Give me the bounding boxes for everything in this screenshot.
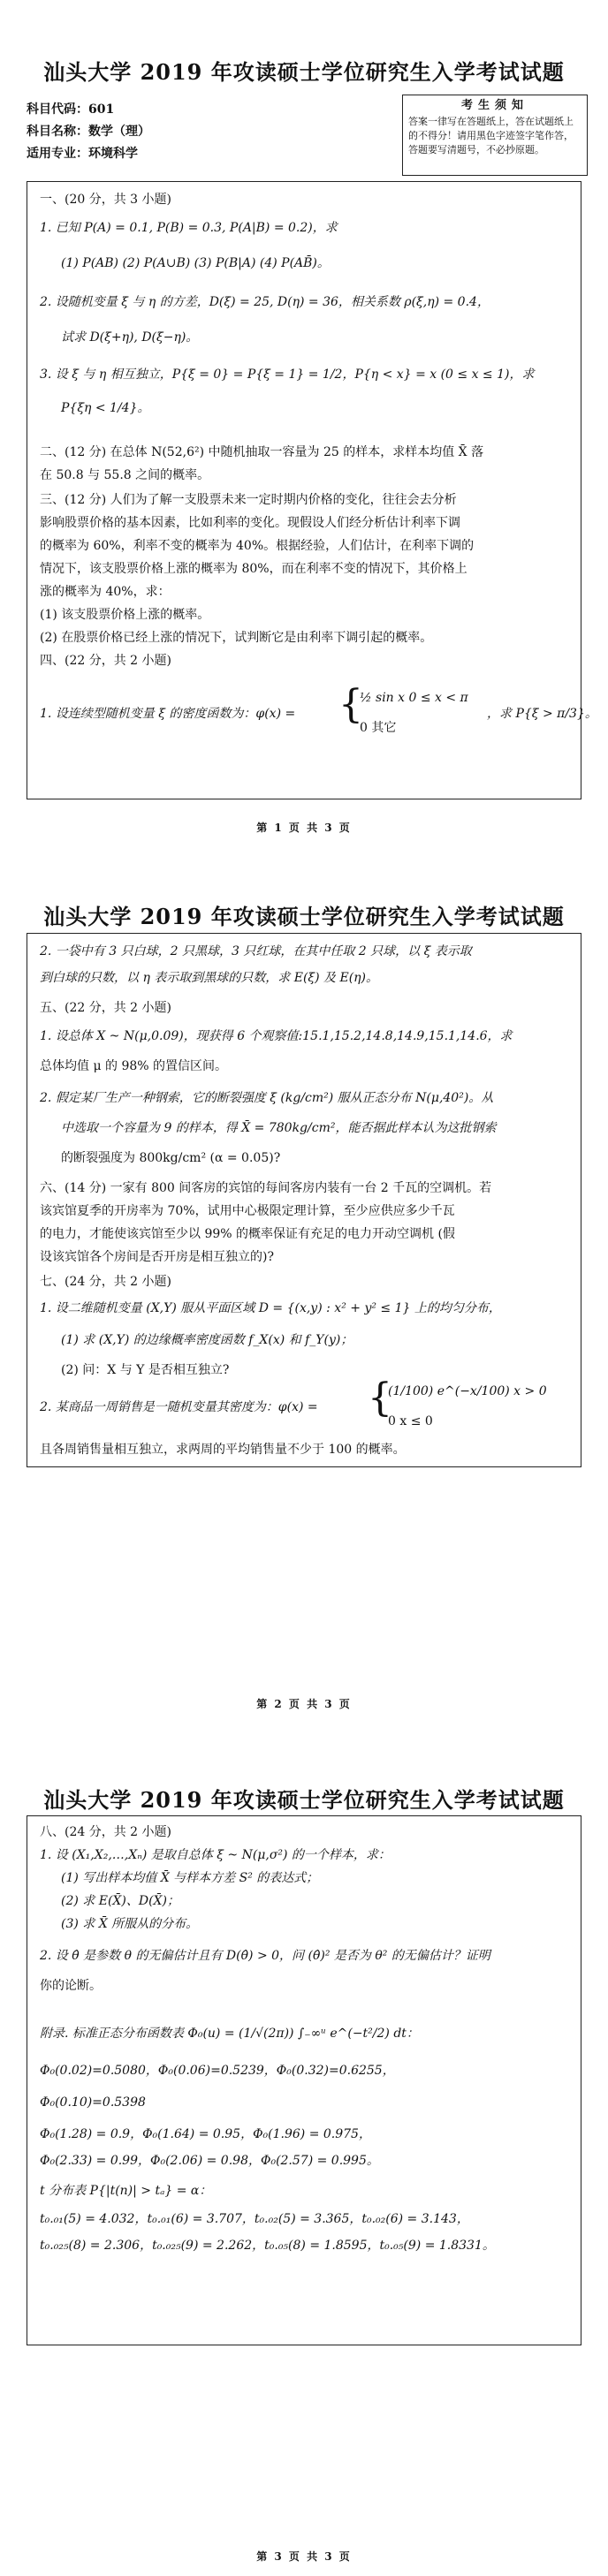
- exam-page-3: [0, 1731, 608, 2576]
- pdf-case-2: 0 其它: [360, 721, 397, 735]
- page-footer: 第 3 页 共 3 页: [256, 2550, 352, 2563]
- page-title: 汕头大学 2019 年攻读硕士学位研究生入学考试试题: [43, 59, 565, 85]
- section-4-heading: 四、(22 分，共 2 小题): [40, 654, 171, 668]
- q1-2-cont: 试求 D(ξ+η), D(ξ−η)。: [61, 330, 199, 345]
- q8-2-cont: 你的论断。: [40, 1979, 102, 1993]
- applicable-major: 适用专业：环境科学: [27, 147, 138, 161]
- section-6: 六、(14 分) 一家有 800 间客房的宾馆的每间客房内装有一台 2 千瓦的空调机。若: [40, 1181, 492, 1195]
- exam-page-2: [0, 848, 608, 1731]
- exam-meta: [27, 99, 150, 165]
- appendix-normal-table: 附录. 标准正态分布函数表 Φ₀(u) = (1/√(2π)) ∫₋∞ᵘ e^(−t²/2) dt：: [40, 2027, 419, 2041]
- t-values-1: t₀.₀₁(5) = 4.032，t₀.₀₁(6) = 3.707，t₀.₀₂(5) = 3.365，t₀.₀₂(6) = 3.143，: [40, 2212, 469, 2226]
- q8-1-part-1: (1) 写出样本均值 X̄ 与样本方差 S² 的表达式；: [61, 1871, 319, 1885]
- normal-values-4: Φ₀(2.33) = 0.99，Φ₀(2.06) = 0.98，Φ₀(2.57) = 0.995。: [40, 2154, 379, 2168]
- section-7-heading: 七、(24 分，共 2 小题): [40, 1275, 171, 1289]
- section-3: 三、(12 分) 人们为了解一支股票未来一定时期内价格的变化，往往会去分析: [40, 493, 457, 507]
- subject-name: 科目名称：数学（理）: [27, 125, 150, 139]
- page-title: 汕头大学 2019 年攻读硕士学位研究生入学考试试题: [43, 904, 565, 929]
- q1-3-cont: P{ξη < 1/4}。: [61, 401, 150, 415]
- q5-1-cont: 总体均值 μ 的 98% 的置信区间。: [40, 1059, 228, 1073]
- page-title: 汕头大学 2019 年攻读硕士学位研究生入学考试试题: [43, 1787, 565, 1813]
- q4-1-ask: ，求 P{ξ > π/3}。: [487, 707, 597, 721]
- section-3-l5: 涨的概率为 40%，求：: [40, 585, 171, 599]
- q1-1-parts: (1) P(AB) (2) P(A∪B) (3) P(B|A) (4) P(AB̄)。: [61, 256, 330, 270]
- q8-1-part-2: (2) 求 E(X̄)、D(X̄)；: [61, 1894, 179, 1908]
- question-box: [27, 181, 597, 799]
- piecewise-brace: {: [368, 1375, 392, 1421]
- q5-2: 2. 假定某厂生产一种钢索，它的断裂强度 ξ (kg/cm²) 服从正态分布 N(μ,40²)。从: [40, 1091, 494, 1105]
- notice-title: 考生须知: [460, 99, 528, 112]
- section-3-part-1: (1) 该支股票价格上涨的概率。: [40, 608, 210, 622]
- candidate-notice: [402, 95, 588, 176]
- t-table-title: t 分布表 P{|t(n)| > tₐ} = α：: [40, 2184, 212, 2198]
- section-6-l2: 该宾馆夏季的开房率为 70%，试用中心极限定理计算，至少应供应多少千瓦: [40, 1204, 455, 1218]
- section-6-l4: 设该宾馆各个房间是否开房是相互独立的)?: [40, 1250, 274, 1264]
- section-2: 二、(12 分) 在总体 N(52,6²) 中随机抽取一容量为 25 的样本，求样本均值 X̄ 落: [40, 445, 484, 459]
- q7-2: 2. 某商品一周销售是一随机变量其密度为：φ(x) =: [40, 1400, 318, 1414]
- q5-1: 1. 设总体 X ~ N(μ,0.09)，现获得 6 个观察值:15.1,15.2,14.8,14.9,15.1,14.6，求: [40, 1029, 513, 1043]
- section-8-heading: 八、(24 分，共 2 小题): [40, 1825, 171, 1839]
- section-1-heading: 一、(20 分，共 3 小题): [40, 193, 171, 207]
- section-3-l4: 情况下，该支股票价格上涨的概率为 80%，而在利率不变的情况下，其价格上: [40, 562, 467, 576]
- subject-code: 科目代码：601: [27, 102, 115, 117]
- piecewise-brace: {: [338, 682, 363, 727]
- exam-page-1: [0, 0, 608, 848]
- q4-2: 2. 一袋中有 3 只白球，2 只黑球，3 只红球，在其中任取 2 只球，以 ξ 表示取: [40, 944, 472, 958]
- section-6-l3: 的电力，才能使该宾馆至少以 99% 的概率保证有充足的电力开动空调机 (假: [40, 1227, 455, 1241]
- q8-2: 2. 设 θ̂ 是参数 θ 的无偏估计且有 D(θ̂) > 0，问 (θ̂)² 是否为 θ² 的无偏估计？证明: [40, 1949, 490, 1963]
- q8-1: 1. 设 (X₁,X₂,…,Xₙ) 是取自总体 ξ ~ N(μ,σ²) 的一个样本，求：: [40, 1848, 391, 1862]
- section-3-l3: 的概率为 60%，利率不变的概率为 40%。根据经验，人们估计，在利率下调的: [40, 539, 475, 553]
- pdf-case-1: (1/100) e^(−x/100) x > 0: [388, 1384, 547, 1398]
- q1-2: 2. 设随机变量 ξ 与 η 的方差，D(ξ) = 25, D(η) = 36，相关系数 ρ(ξ,η) = 0.4，: [40, 295, 490, 309]
- q7-1-part-2: (2) 问：X 与 Y 是否相互独立?: [61, 1363, 230, 1377]
- section-5-heading: 五、(22 分，共 2 小题): [40, 1001, 171, 1015]
- q7-1-part-1: (1) 求 (X,Y) 的边缘概率密度函数 f_X(x) 和 f_Y(y)；: [61, 1333, 353, 1347]
- section-3-part-2: (2) 在股票价格已经上涨的情况下，试判断它是由利率下调引起的概率。: [40, 631, 433, 645]
- section-3-l2: 影响股票价格的基本因素，比如利率的变化。现假设人们经分析估计利率下调: [40, 516, 460, 530]
- q5-2-l2: 中选取一个容量为 9 的样本，得 X̄ = 780kg/cm²，能否据此样本认为这批钢索: [61, 1121, 497, 1135]
- page-footer: 第 1 页 共 3 页: [256, 822, 352, 834]
- normal-values-3: Φ₀(1.28) = 0.9，Φ₀(1.64) = 0.95，Φ₀(1.96) = 0.975，: [40, 2127, 371, 2141]
- q7-2-cont: 且各周销售量相互独立，求两周的平均销售量不少于 100 的概率。: [40, 1443, 406, 1457]
- question-box: [27, 933, 581, 1467]
- normal-values-2: Φ₀(0.10)=0.5398: [40, 2095, 146, 2110]
- question-box: [27, 1815, 581, 2345]
- q8-1-part-3: (3) 求 X̄ 所服从的分布。: [61, 1917, 199, 1931]
- q5-2-l3: 的断裂强度为 800kg/cm² (α = 0.05)?: [61, 1151, 281, 1165]
- t-values-2: t₀.₀₂₅(8) = 2.306，t₀.₀₂₅(9) = 2.262，t₀.₀₅(8) = 1.8595，t₀.₀₅(9) = 1.8331。: [40, 2239, 495, 2253]
- pdf-case-2: 0 x ≤ 0: [388, 1414, 433, 1428]
- notice-body: 答案一律写在答题纸上，答在试题纸上的不得分！请用黑色字迹签字笔作答，答题要写清题号，不必抄原题。: [408, 116, 574, 155]
- q1-3: 3. 设 ξ 与 η 相互独立，P{ξ = 0} = P{ξ = 1} = 1/2，P{η < x} = x (0 ≤ x ≤ 1)，求: [40, 367, 535, 382]
- page-footer: 第 2 页 共 3 页: [256, 1698, 352, 1710]
- q1-1: 1. 已知 P(A) = 0.1, P(B) = 0.3, P(A|B) = 0.2)，求: [40, 221, 338, 235]
- section-2-cont: 在 50.8 与 55.8 之间的概率。: [40, 468, 210, 482]
- q4-1: 1. 设连续型随机变量 ξ 的密度函数为：φ(x) =: [40, 707, 296, 721]
- normal-values-1: Φ₀(0.02)=0.5080，Φ₀(0.06)=0.5239，Φ₀(0.32)=0.6255，: [40, 2064, 395, 2078]
- q4-2-cont: 到白球的只数，以 η 表示取到黑球的只数，求 E(ξ) 及 E(η)。: [40, 971, 379, 985]
- q7-1: 1. 设二维随机变量 (X,Y) 服从平面区域 D = {(x,y) : x² + y² ≤ 1} 上的均匀分布，: [40, 1301, 501, 1315]
- pdf-case-1: ½ sin x 0 ≤ x < π: [360, 691, 468, 705]
